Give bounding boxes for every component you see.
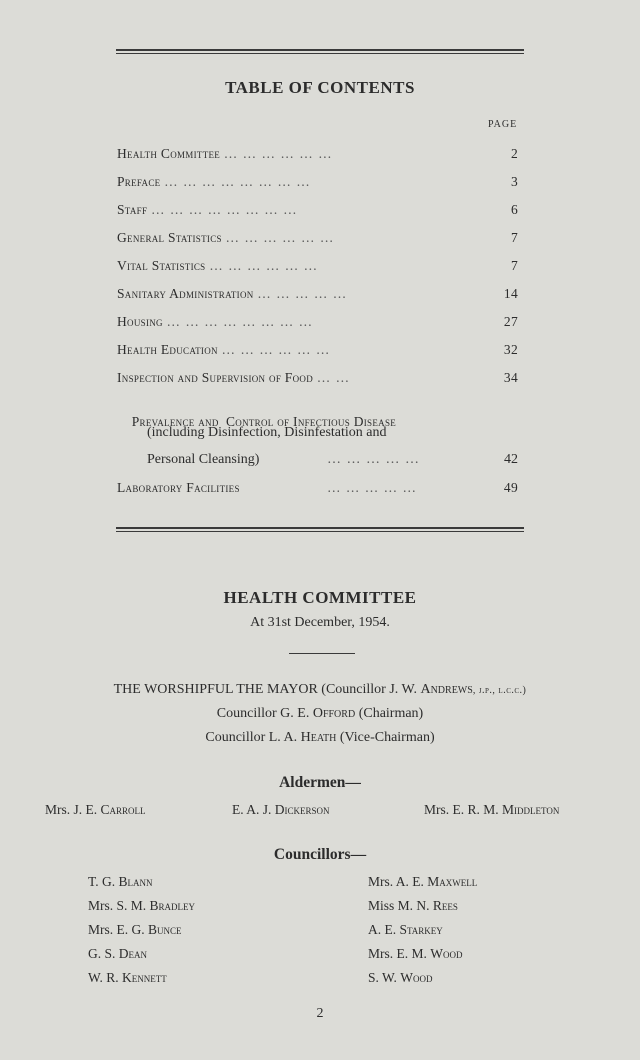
toc-entry <box>117 146 518 162</box>
councillor-name: W. R. Kennett <box>88 970 167 985</box>
toc-entry-title: Preface <box>117 174 161 189</box>
councillor-name: Miss M. N. Rees <box>368 898 458 913</box>
toc-leader-dots: … … … … … <box>327 452 420 467</box>
toc-leader-dots: … … … … … … <box>209 258 319 273</box>
councillor-name: Mrs. A. E. Maxwell <box>368 874 478 889</box>
toc-leader-dots: … … … … … … … … <box>166 314 314 329</box>
councillor-name: Mrs. E. M. Wood <box>368 946 463 961</box>
toc-entry-title: Vital Statistics <box>117 258 206 273</box>
toc-leader-dots: … … … … … … <box>223 146 333 161</box>
vice-chairman-prefix: Councillor L. A. <box>205 730 301 745</box>
short-divider-rule <box>289 653 355 654</box>
toc-entry-page: 7 <box>510 230 518 245</box>
top-double-rule <box>116 49 524 54</box>
toc-continuation-text: Personal Cleansing) <box>147 452 260 467</box>
toc-entry <box>117 342 518 358</box>
toc-entry <box>117 230 518 246</box>
councillor-name: G. S. Dean <box>88 946 148 961</box>
toc-entry-title: Health Committee <box>117 146 221 161</box>
alderman-name: Mrs. E. R. M. Middleton <box>424 802 560 817</box>
toc-entry-page: 42 <box>504 452 518 467</box>
toc-leader-dots: … … … … … … … … <box>150 202 298 217</box>
chairman-prefix: Councillor G. E. <box>216 706 313 721</box>
toc-entry-title: Prevalence and Control of Infectious Disease <box>131 414 397 429</box>
toc-entry <box>117 258 518 274</box>
toc-continuation-text: (including Disinfection, Disinfestation and <box>147 425 387 440</box>
councillor-name: S. W. Wood <box>368 970 433 985</box>
mayor-surname: Andrews <box>420 682 473 697</box>
toc-entry-page: 32 <box>503 342 518 357</box>
toc-entry-title: Staff <box>117 202 148 217</box>
toc-entry <box>117 480 518 496</box>
toc-entry-page: 3 <box>510 174 518 189</box>
toc-entry <box>117 286 518 302</box>
aldermen-heading: Aldermen— <box>279 774 361 791</box>
toc-entry-title: Inspection and Supervision of Food <box>117 370 314 385</box>
toc-bottom-double-rule <box>116 527 524 532</box>
chairman-role: (Chairman) <box>355 706 424 721</box>
toc-leader-dots: … … … … … … <box>225 230 335 245</box>
mayor-line <box>0 682 640 698</box>
toc-entry <box>117 314 518 330</box>
councillor-name: Mrs. E. G. Bunce <box>88 922 182 937</box>
councillor-name: A. E. Starkey <box>368 922 443 937</box>
toc-leader-dots: … … … … … … … … <box>164 174 311 189</box>
toc-entry-page: 6 <box>510 202 518 217</box>
toc-entry-page: 34 <box>503 370 518 385</box>
mayor-postnominals: , j.p., l.c.c.) <box>472 685 527 696</box>
toc-leader-dots: … … … … … … <box>221 342 331 357</box>
toc-entry-page: 27 <box>503 314 518 329</box>
chairman-surname: Offord <box>312 706 356 721</box>
councillors-heading: Councillors— <box>273 846 367 863</box>
toc-title: TABLE OF CONTENTS <box>225 78 415 97</box>
committee-date: At 31st December, 1954. <box>250 615 390 630</box>
toc-entry-page: 14 <box>503 286 518 301</box>
toc-entry-page: 2 <box>510 146 518 161</box>
alderman-name: E. A. J. Dickerson <box>232 802 330 817</box>
page-number: 2 <box>316 1006 324 1021</box>
mayor-prefix: THE WORSHIPFUL THE MAYOR (Councillor J. W. <box>113 682 421 697</box>
toc-leader-dots: … … … … … <box>257 286 348 301</box>
chairman-line <box>0 706 640 722</box>
toc-entry <box>117 174 518 190</box>
toc-entry-page: 7 <box>510 258 518 273</box>
toc-entry-title: General Statistics <box>117 230 222 245</box>
councillor-name: Mrs. S. M. Bradley <box>88 898 196 913</box>
alderman-name: Mrs. J. E. Carroll <box>45 802 146 817</box>
vice-chairman-role: (Vice-Chairman) <box>336 730 435 745</box>
toc-entry-title: Laboratory Facilities <box>117 480 240 495</box>
vice-chairman-surname: Heath <box>300 730 337 745</box>
toc-entry-continuation <box>147 452 518 468</box>
toc-entry <box>117 202 518 218</box>
toc-leader-dots: … … … … … <box>327 480 417 495</box>
toc-entry-continuation <box>147 425 387 441</box>
toc-leader-dots: … … <box>316 370 351 385</box>
toc-entry-title: Sanitary Administration <box>117 286 254 301</box>
toc-entry-title: Housing <box>117 314 163 329</box>
vice-chairman-line <box>0 730 640 746</box>
councillor-name: T. G. Blann <box>88 874 153 889</box>
toc-page-column-label: PAGE <box>488 119 518 130</box>
health-committee-title: HEALTH COMMITTEE <box>223 588 417 607</box>
toc-entry-page: 49 <box>503 480 518 495</box>
toc-entry-title: Health Education <box>117 342 218 357</box>
toc-entry <box>117 370 518 386</box>
